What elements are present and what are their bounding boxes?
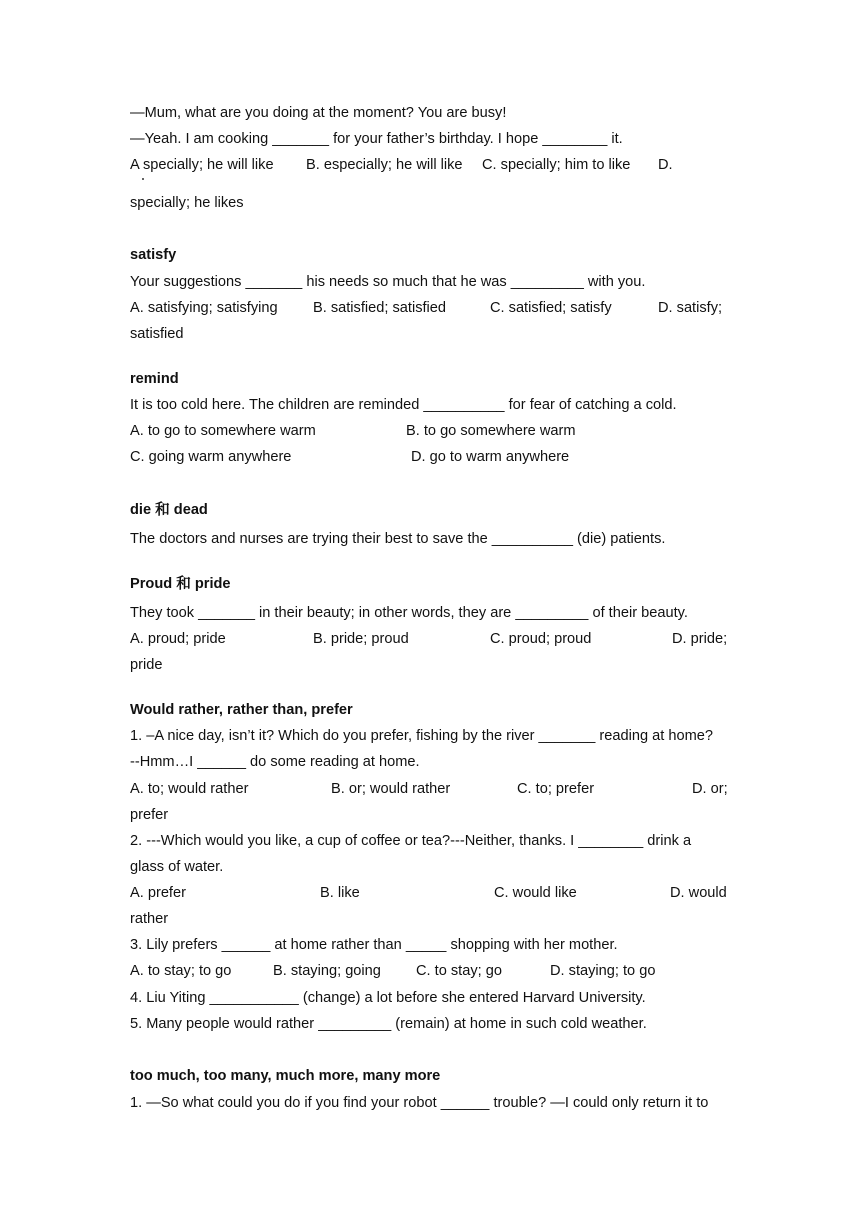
option-d-label: D. pride; [672,631,728,647]
question-proud-pride: They took _______ in their beauty; in other words, they are _________ of their beauty. [130,605,688,621]
option-d-label: D. [658,157,673,173]
option-c: C. satisfied; satisfy [490,300,612,316]
stray-dot [142,178,144,180]
option-d-label: D. satisfy; [658,300,723,316]
option-d-continued: pride [130,657,163,673]
option-d-continued: rather [130,911,169,927]
option-c: C. would like [494,885,577,901]
question-1-line-1: 1. –A nice day, isn’t it? Which do you prefer, fishing by the river _______ reading at home? [130,728,714,744]
option-a: A. prefer [130,885,186,901]
option-b: B. like [320,885,360,901]
question-1-line-1: —Mum, what are you doing at the moment? You are busy! [130,105,507,121]
option-d-continued: satisfied [130,326,184,342]
option-a: A. satisfying; satisfying [130,300,278,316]
option-c: C. proud; proud [490,631,592,647]
option-d-continued: specially; he likes [130,195,244,211]
question-1: 1. —So what could you do if you find your robot ______ trouble? —I could only return it to [130,1095,709,1111]
option-b: B. especially; he will like [306,157,463,173]
option-b: B. staying; going [273,963,381,979]
option-b: B. pride; proud [313,631,409,647]
option-a: A specially; he will like [130,157,274,173]
question-remind: It is too cold here. The children are reminded __________ for fear of catching a cold. [130,397,677,413]
option-d: D. staying; to go [550,963,656,979]
option-a: A. to; would rather [130,781,249,797]
question-2-line-1: 2. ---Which would you like, a cup of coffee or tea?---Neither, thanks. I ________ drink a [130,833,692,849]
section-heading-too-much-many: too much, too many, much more, many more [130,1068,441,1084]
question-2-line-2: glass of water. [130,859,224,875]
section-heading-remind: remind [130,371,179,387]
option-c: C. specially; him to like [482,157,631,173]
question-1-line-2: —Yeah. I am cooking _______ for your father’s birthday. I hope ________ it. [130,131,623,147]
question-1-line-2: --Hmm…I ______ do some reading at home. [130,754,420,770]
question-3: 3. Lily prefers ______ at home rather than _____ shopping with her mother. [130,937,618,953]
option-d-continued: prefer [130,807,169,823]
question-satisfy: Your suggestions _______ his needs so much that he was _________ with you. [130,274,646,290]
option-d-label: D. or; [692,781,728,797]
section-heading-would-rather: Would rather, rather than, prefer [130,702,353,718]
question-4: 4. Liu Yiting ___________ (change) a lot before she entered Harvard University. [130,990,646,1006]
option-c: C. to; prefer [517,781,595,797]
option-a: A. to stay; to go [130,963,232,979]
section-heading-die-dead: die 和 dead [130,502,208,518]
option-c: C. to stay; go [416,963,502,979]
section-heading-proud-pride: Proud 和 pride [130,576,231,592]
section-heading-satisfy: satisfy [130,247,177,263]
option-b: B. satisfied; satisfied [313,300,447,316]
option-a: A. to go to somewhere warm [130,423,316,439]
option-b: B. or; would rather [331,781,451,797]
option-d-label: D. would [670,885,727,901]
option-a: A. proud; pride [130,631,226,647]
question-die-dead: The doctors and nurses are trying their best to save the __________ (die) patients. [130,531,666,547]
option-d: D. go to warm anywhere [411,449,570,465]
question-5: 5. Many people would rather _________ (remain) at home in such cold weather. [130,1016,647,1032]
option-b: B. to go somewhere warm [406,423,576,439]
option-c: C. going warm anywhere [130,449,292,465]
